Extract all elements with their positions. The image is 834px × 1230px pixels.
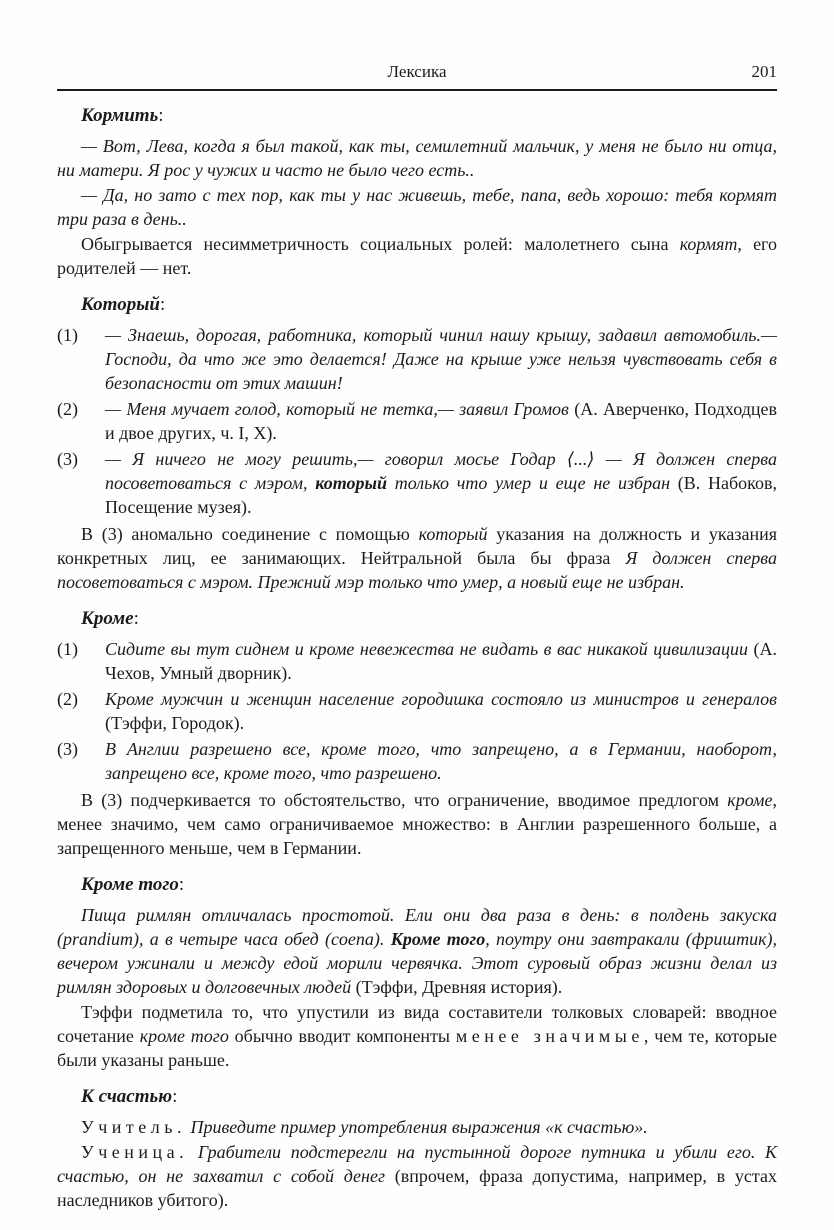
text-segment: (Тэффи, Древняя история). xyxy=(355,977,563,997)
text-segment: , его родителей — нет. xyxy=(57,234,777,278)
page-number: 201 xyxy=(751,62,777,81)
text-segment: Пища римлян отличалась простотой. Ели они два раза в день: в полдень закуска (prandium), а в четыре часа обед (coena). xyxy=(57,905,777,949)
list-item xyxy=(57,737,777,785)
text-segment xyxy=(188,1142,198,1162)
headword-k-schastyu xyxy=(57,1085,777,1109)
text-segment: Ученица. xyxy=(81,1142,189,1162)
section-k-schastyu xyxy=(57,1085,777,1212)
commentary-paragraph xyxy=(57,1000,777,1072)
text-segment: который xyxy=(418,524,488,544)
page-content xyxy=(57,104,777,1212)
text-segment: Сидите вы тут сиднем и кроме невежества не видать в вас никакой цивилизации xyxy=(105,639,754,659)
headword-colon: : xyxy=(133,608,139,629)
example-text xyxy=(105,637,777,685)
list-item xyxy=(57,397,777,445)
headword-colon: : xyxy=(172,1086,178,1107)
text-segment: Приведите пример употребления выражения «к счастью». xyxy=(190,1117,648,1137)
example-text xyxy=(105,447,777,519)
text-segment: (А. Аверченко, Подходцев и двое других, ч. I, X). xyxy=(105,399,777,443)
text-segment: (А. Чехов, Умный дворник). xyxy=(105,639,777,683)
text-segment: — Я ничего не могу решить,— говорил мосье Годар ⟨...⟩ — Я должен сперва посоветоваться с мэром, xyxy=(105,449,777,493)
text-segment: , менее значимо, чем само ограничиваемое множество: в Англии разрешенного больше, а запрещенного меньше, чем в Германии. xyxy=(57,790,777,858)
commentary-paragraph xyxy=(57,232,777,280)
dialogue-line xyxy=(57,1140,777,1212)
text-segment: Учитель. xyxy=(81,1117,186,1137)
headword-colon: : xyxy=(178,874,185,895)
text-segment: , поутру они завтракали (фриштик), вечером ужинали и между едой морили червячка. Этот суровый образ жизни делал из римлян здоровых и долговечных людей xyxy=(57,929,777,997)
example-text xyxy=(105,737,777,785)
text-segment: кроме того xyxy=(139,1026,229,1046)
commentary-paragraph xyxy=(57,522,777,594)
text-segment: Я должен сперва посоветоваться с мэром. Прежний мэр только что умер, а новый еще не избран. xyxy=(57,548,778,592)
list-item xyxy=(57,447,777,519)
example-quote xyxy=(57,903,777,999)
headword-text: Кроме того xyxy=(81,874,179,895)
example-text xyxy=(105,397,777,445)
headword-kotoryj xyxy=(57,293,777,317)
headword-text: К счастью xyxy=(81,1086,173,1107)
section-krome xyxy=(57,607,777,860)
text-segment: Кроме того xyxy=(390,929,486,949)
headword-krome-togo xyxy=(57,873,777,897)
header-rule xyxy=(57,89,777,91)
headword-text: Который xyxy=(81,294,160,315)
list-item xyxy=(57,687,777,735)
example-quote xyxy=(57,134,777,182)
list-item-number: (1) xyxy=(57,325,78,345)
text-segment: (впрочем, фраза допустима, например, в устах наследников убитого). xyxy=(57,1166,777,1210)
section-krome-togo xyxy=(57,873,777,1072)
list-item-number: (1) xyxy=(57,639,78,659)
running-head-title: Лексика xyxy=(387,62,447,81)
headword-krome xyxy=(57,607,777,631)
text-segment: , чем те, которые были указаны раньше. xyxy=(57,1026,778,1070)
example-quote xyxy=(57,183,777,231)
list-item xyxy=(57,323,777,395)
text-segment: — Меня мучает голод, который не тетка,— заявил Громов xyxy=(105,399,575,419)
text-segment: кормят xyxy=(679,234,738,254)
headword-text: Кормить xyxy=(81,105,159,126)
headword-colon: : xyxy=(158,105,164,126)
list-item-number: (3) xyxy=(57,449,78,469)
text-segment: (Тэффи, Городок). xyxy=(105,713,245,733)
text-segment: Обыгрывается несимметричность социальных ролей: малолетнего сына xyxy=(81,234,680,254)
text-segment: указания на должность и указания конкретных лиц, ее занимающих. Нейтральной была бы фраза xyxy=(57,524,778,568)
text-segment: — Да, но зато с тех пор, как ты у нас живешь, тебе, папа, ведь хорошо: тебя кормят три раза в день.. xyxy=(57,185,777,229)
running-head xyxy=(57,60,777,84)
text-segment: В Англии разрешено все, кроме того, что запрещено, а в Германии, наоборот, запрещено все, кроме того, что разрешено. xyxy=(105,739,777,783)
text-segment: менее значимые xyxy=(455,1026,644,1046)
text-segment: (В. Набоков, Посещение музея). xyxy=(105,473,777,517)
text-segment: В (3) подчеркивается то обстоятельство, что ограничение, вводимое предлогом xyxy=(81,790,728,810)
headword-text: Кроме xyxy=(81,608,134,629)
commentary-paragraph xyxy=(57,788,777,860)
text-segment: обычно вводит компоненты xyxy=(228,1026,456,1046)
headword-colon: : xyxy=(159,294,166,315)
list-item-number: (3) xyxy=(57,739,78,759)
text-segment: который xyxy=(315,473,387,493)
section-kormit xyxy=(57,104,777,280)
text-segment: — Вот, Лева, когда я был такой, как ты, семилетний мальчик, у меня не было ни отца, ни матери. Я рос у чужих и часто не было чего есть.. xyxy=(57,136,777,180)
text-segment: — Знаешь, дорогая, работника, который чинил нашу крышу, задавил автомобиль.— Господи, да что же это делается! Даже на крыше уже нельзя чувствовать себя в безопасности от этих машин! xyxy=(105,325,777,393)
example-text xyxy=(105,687,777,735)
text-segment: только что умер и еще не избран xyxy=(386,473,678,493)
text-segment: Кроме мужчин и женщин население городишка состояло из министров и генералов xyxy=(105,689,777,709)
headword-kormit xyxy=(57,104,777,128)
example-text xyxy=(105,323,777,395)
text-segment: Грабители подстерегли на пустынной дороге путника и убили его. К счастью, он не захватил с собой денег xyxy=(57,1142,778,1186)
dialogue-line xyxy=(57,1115,777,1139)
text-segment: Тэффи подметила то, что упустили из вида составители толковых словарей: вводное сочетание xyxy=(57,1002,777,1046)
list-item-number: (2) xyxy=(57,689,78,709)
text-segment: В (3) аномально соединение с помощью xyxy=(81,524,419,544)
list-item-number: (2) xyxy=(57,399,78,419)
text-segment: кроме xyxy=(727,790,773,810)
list-item xyxy=(57,637,777,685)
section-kotoryj xyxy=(57,293,777,594)
